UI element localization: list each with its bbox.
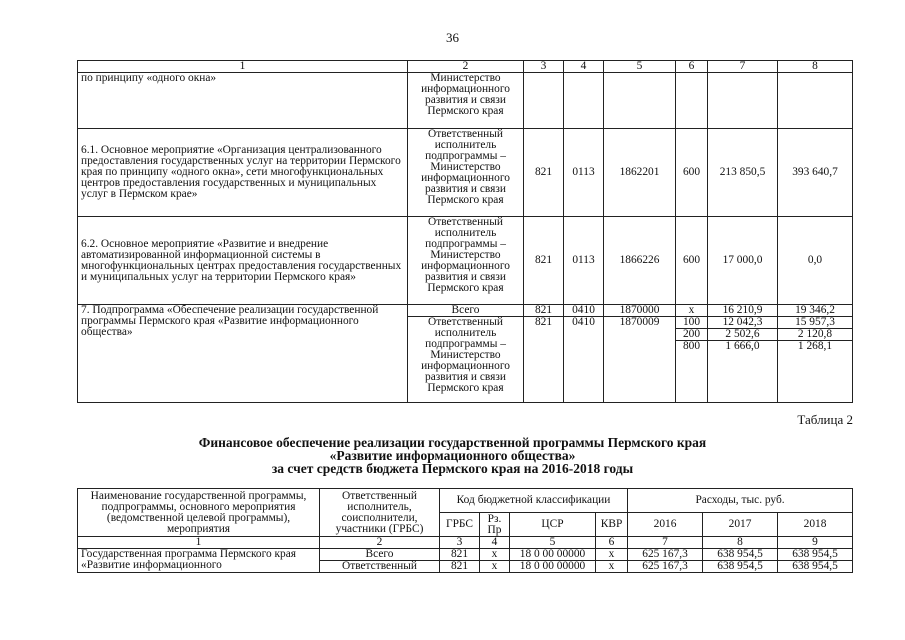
- header-name: Наименование государственной программы, подпрограммы, основного мероприятия (ведомственной целевой программы), мероприятия: [78, 489, 320, 537]
- value-2017: 638 954,5: [703, 561, 778, 573]
- col-num: 5: [604, 61, 676, 73]
- table-row: [78, 217, 853, 305]
- table-row: [78, 549, 853, 561]
- col-num: 8: [778, 61, 853, 73]
- column-number-row: [78, 61, 853, 73]
- col-num: 8: [703, 537, 778, 549]
- table-2-label: Таблица 2: [797, 412, 853, 427]
- rzpr: 0113: [564, 217, 604, 305]
- value-2016: 16 210,9: [708, 305, 778, 317]
- rzpr: 0410: [564, 305, 604, 317]
- row-name: 7. Подпрограмма «Обеспечение реализации государственной программы Пермского края «Развитие информационного общества»: [78, 305, 408, 403]
- csr: 1862201: [604, 129, 676, 217]
- row-responsible: Ответственный исполнитель подпрограммы – Министерство информационного развития и связи Пермского края: [408, 129, 524, 217]
- value-2017: 0,0: [778, 217, 853, 305]
- kvr: 100: [676, 317, 708, 329]
- header-code: Код бюджетной классификации: [440, 489, 628, 513]
- rzpr: 0113: [564, 129, 604, 217]
- value-2018: 638 954,5: [778, 549, 853, 561]
- col-num: 2: [320, 537, 440, 549]
- grbs: 821: [524, 305, 564, 317]
- table-row: [78, 73, 853, 129]
- kvr: 600: [676, 217, 708, 305]
- kvr: х: [676, 305, 708, 317]
- row-responsible: Ответственный исполнитель подпрограммы – Министерство информационного развития и связи Пермского края: [408, 217, 524, 305]
- value-2017: 1 268,1: [778, 341, 853, 403]
- value-2017: 2 120,8: [778, 329, 853, 341]
- csr: 18 0 00 00000: [510, 549, 596, 561]
- table-row: [78, 129, 853, 217]
- grbs: 821: [524, 317, 564, 403]
- value-2016: 625 167,3: [628, 561, 703, 573]
- col-num: 7: [628, 537, 703, 549]
- grbs: 821: [524, 217, 564, 305]
- kvr: х: [596, 561, 628, 573]
- rzpr: х: [480, 549, 510, 561]
- section-title-line3: за счет средств бюджета Пермского края на 2016-2018 годы: [271, 461, 634, 476]
- column-number-row: [78, 537, 853, 549]
- table-row: [78, 305, 853, 317]
- csr: 1870009: [604, 317, 676, 403]
- col-num: 3: [440, 537, 480, 549]
- value-2016: 2 502,6: [708, 329, 778, 341]
- value-2017: 19 346,2: [778, 305, 853, 317]
- header-2018: 2018: [778, 513, 853, 537]
- grbs: 821: [440, 561, 480, 573]
- kvr: 200: [676, 329, 708, 341]
- section-title-line2: «Развитие информационного общества»: [329, 448, 576, 463]
- rzpr: х: [480, 561, 510, 573]
- col-num: 1: [78, 537, 320, 549]
- value-2017: 393 640,7: [778, 129, 853, 217]
- header-rzpr: Рз. Пр: [480, 513, 510, 537]
- grbs: 821: [440, 549, 480, 561]
- header-2017: 2017: [703, 513, 778, 537]
- col-num: 2: [408, 61, 524, 73]
- col-num: 5: [510, 537, 596, 549]
- col-num: 4: [564, 61, 604, 73]
- col-num: 9: [778, 537, 853, 549]
- rzpr: 0410: [564, 317, 604, 403]
- header-row: [78, 489, 853, 513]
- value-2018: 638 954,5: [778, 561, 853, 573]
- csr: 18 0 00 00000: [510, 561, 596, 573]
- value-2016: 17 000,0: [708, 217, 778, 305]
- col-num: 4: [480, 537, 510, 549]
- row-responsible: Всего: [408, 305, 524, 317]
- program-name: Государственная программа Пермского края «Развитие информационного: [78, 549, 320, 573]
- col-num: 3: [524, 61, 564, 73]
- header-grbs: ГРБС: [440, 513, 480, 537]
- value-2017: 15 957,3: [778, 317, 853, 329]
- financing-table: [77, 488, 853, 573]
- value-2016: 1 666,0: [708, 341, 778, 403]
- value-2016: 213 850,5: [708, 129, 778, 217]
- row-responsible: Ответственный исполнитель подпрограммы – Министерство информационного развития и связи Пермского края: [408, 317, 524, 403]
- header-csr: ЦСР: [510, 513, 596, 537]
- kvr: 600: [676, 129, 708, 217]
- kvr: 800: [676, 341, 708, 403]
- header-responsible: Ответственный исполнитель, соисполнители, участники (ГРБС): [320, 489, 440, 537]
- row-name: 6.1. Основное мероприятие «Организация централизованного предоставления государственных услуг на территории Пермского края по принципу «одного окна», сети многофункциональных центров предоставления государственных и муниципальных услуг в Пермском крае»: [78, 129, 408, 217]
- header-2016: 2016: [628, 513, 703, 537]
- page-number: 36: [446, 30, 459, 45]
- row-name: по принципу «одного окна»: [78, 73, 408, 129]
- budget-table-continued: [77, 60, 853, 403]
- row-responsible: Ответственный: [320, 561, 440, 573]
- col-num: 7: [708, 61, 778, 73]
- kvr: х: [596, 549, 628, 561]
- row-responsible: Всего: [320, 549, 440, 561]
- value-2017: 638 954,5: [703, 549, 778, 561]
- grbs: 821: [524, 129, 564, 217]
- value-2016: 12 042,3: [708, 317, 778, 329]
- row-responsible: Министерство информационного развития и связи Пермского края: [408, 73, 524, 129]
- col-num: 6: [676, 61, 708, 73]
- header-expenses: Расходы, тыс. руб.: [628, 489, 853, 513]
- col-num: 6: [596, 537, 628, 549]
- csr: 1870000: [604, 305, 676, 317]
- header-kvr: КВР: [596, 513, 628, 537]
- value-2016: 625 167,3: [628, 549, 703, 561]
- csr: 1866226: [604, 217, 676, 305]
- row-name: 6.2. Основное мероприятие «Развитие и внедрение автоматизированной информационной системы в многофункциональных центрах предоставления государственных и муниципальных услуг на территории Пермского края»: [78, 217, 408, 305]
- section-title-line1: Финансовое обеспечение реализации государственной программы Пермского края: [198, 435, 707, 450]
- col-num: 1: [78, 61, 408, 73]
